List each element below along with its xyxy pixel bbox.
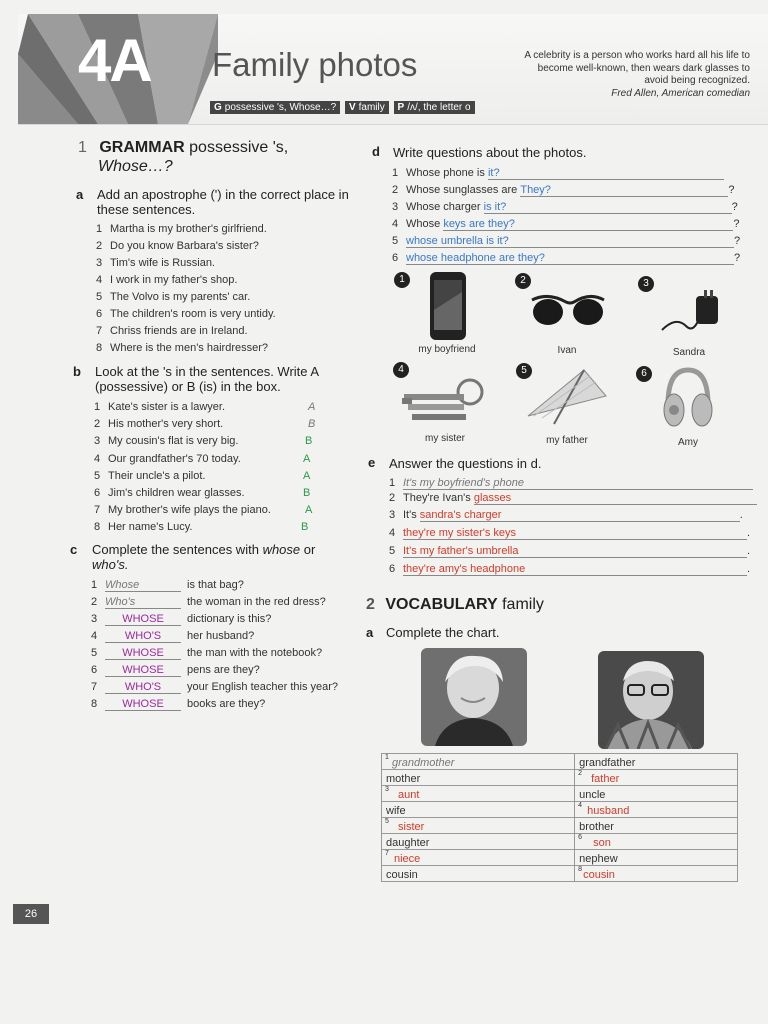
keys-icon xyxy=(398,372,494,432)
exercise-letter: e xyxy=(368,455,376,470)
chart-cell[interactable]: 4 husband xyxy=(575,802,738,818)
list-item: 8 Where is the men's hairdresser? xyxy=(96,342,268,354)
list-item: 1 Whose is that bag? xyxy=(91,579,244,591)
answer-box[interactable]: A xyxy=(308,401,316,413)
list-item: 5 Their uncle's a pilot. xyxy=(94,470,206,482)
answer-box[interactable]: A xyxy=(303,453,311,465)
list-item: 3 Tim's wife is Russian. xyxy=(96,257,215,269)
list-item: 5 The Volvo is my parents' car. xyxy=(96,291,251,303)
sunglasses-icon xyxy=(528,282,608,338)
headphones-icon xyxy=(660,364,716,434)
list-item: 4 WHO'S her husband? xyxy=(91,630,255,642)
list-item: 1 Martha is my brother's girlfriend. xyxy=(96,223,267,235)
chart-cell[interactable]: 5 sister xyxy=(382,818,575,834)
exercise-letter: d xyxy=(372,144,380,159)
answer-box[interactable]: B xyxy=(303,487,311,499)
chart-cell: daughter xyxy=(382,834,575,850)
list-item: 4 I work in my father's shop. xyxy=(96,274,238,286)
photo-number: 3 xyxy=(638,276,654,292)
list-item: 4 Whose keys are they? ? xyxy=(392,218,740,230)
list-item: 3 My cousin's flat is very big. xyxy=(94,435,239,447)
topic-tags xyxy=(210,101,477,114)
tag-pronunciation: P /ʌ/, the letter o xyxy=(394,101,475,114)
chart-cell: brother xyxy=(575,818,738,834)
answer-box[interactable]: B xyxy=(308,418,316,430)
chart-cell: wife xyxy=(382,802,575,818)
phone-icon xyxy=(424,270,472,342)
answer-box[interactable]: A xyxy=(303,470,311,482)
photo-caption: my boyfriend xyxy=(418,344,476,355)
list-item: 6 Jim's children wear glasses. xyxy=(94,487,245,499)
table-row xyxy=(382,754,738,770)
chart-cell[interactable]: 6 son xyxy=(575,834,738,850)
chart-cell[interactable]: 3 aunt xyxy=(382,786,575,802)
list-item: 8 WHOSE books are they? xyxy=(91,698,266,710)
photo-caption: my father xyxy=(546,435,588,446)
table-row xyxy=(382,802,738,818)
chart-cell: cousin xyxy=(382,866,575,882)
table-row xyxy=(382,770,738,786)
answer-box[interactable]: B xyxy=(305,435,313,447)
instruction-1b: Look at the 's in the sentences. Write A (possessive) or B (is) in the box. xyxy=(95,364,319,394)
chart-cell[interactable]: 7 niece xyxy=(382,850,575,866)
grammar-heading: 1 GRAMMAR possessive 's, xyxy=(78,139,289,156)
list-item: 7 WHO'S your English teacher this year? xyxy=(91,681,339,693)
list-item: 2 Who's the woman in the red dress? xyxy=(91,596,326,608)
list-item: 6 whose headphone are they? ? xyxy=(392,252,741,264)
list-item: 2 Do you know Barbara's sister? xyxy=(96,240,259,252)
answer-box[interactable]: A xyxy=(305,504,313,516)
instruction-1d: Write questions about the photos. xyxy=(393,145,587,160)
list-item: 5 It's my father's umbrella . xyxy=(389,545,751,557)
list-item: 5 whose umbrella is it? ? xyxy=(392,235,741,247)
list-item: 1 Kate's sister is a lawyer. xyxy=(94,401,226,413)
chart-cell[interactable]: 8 cousin xyxy=(575,866,738,882)
grammar-heading-line2: Whose…? xyxy=(98,158,173,175)
tag-vocabulary: V family xyxy=(345,101,389,114)
chart-cell: grandfather xyxy=(575,754,738,770)
list-item: 6 The children's room is very untidy. xyxy=(96,308,276,320)
grandmother-photo xyxy=(421,648,527,746)
list-item: 3 It's sandra's charger . xyxy=(389,509,743,521)
photo-caption: Sandra xyxy=(672,347,706,358)
tag-grammar: G possessive 's, Whose…? xyxy=(210,101,340,114)
chart-cell[interactable]: 1 grandmother xyxy=(382,754,575,770)
list-item: 2 Whose sunglasses are They? ? xyxy=(392,184,735,196)
instruction-1a: Add an apostrophe (') in the correct place in these sentences. xyxy=(97,187,349,217)
exercise-letter: c xyxy=(70,542,78,557)
table-row xyxy=(382,850,738,866)
page-title: Family photos xyxy=(212,46,418,83)
list-item: 3 WHOSE dictionary is this? xyxy=(91,613,272,625)
quote-block xyxy=(520,50,750,100)
exercise-letter: a xyxy=(366,625,374,640)
list-item: 1 It's my boyfriend's phone xyxy=(389,477,753,490)
photo-caption: Ivan xyxy=(557,345,577,356)
list-item: 7 Chriss friends are in Ireland. xyxy=(96,325,248,337)
table-row xyxy=(382,866,738,882)
umbrella-icon xyxy=(524,366,610,430)
quote-text: A celebrity is a person who works hard all his life to become well-known, then wears dark glasses to avoid being recognized. xyxy=(524,50,750,86)
list-item: 5 WHOSE the man with the notebook? xyxy=(91,647,323,659)
list-item: 6 WHOSE pens are they? xyxy=(91,664,260,676)
instruction-2a: Complete the chart. xyxy=(386,625,500,640)
list-item: 4 Our grandfather's 70 today. xyxy=(94,453,241,465)
chart-cell: nephew xyxy=(575,850,738,866)
list-item: 8 Her name's Lucy. xyxy=(94,521,193,533)
exercise-letter: a xyxy=(76,187,84,202)
family-chart xyxy=(381,753,738,882)
chart-cell: mother xyxy=(382,770,575,786)
exercise-letter: b xyxy=(73,364,81,379)
instruction-1c: Complete the sentences with whose or who's. xyxy=(92,542,316,572)
list-item: 4 they're my sister's keys . xyxy=(389,527,751,539)
list-item: 1 Whose phone is it? xyxy=(392,167,724,180)
vocabulary-heading: 2 VOCABULARY family xyxy=(366,596,544,613)
unit-number: 4A xyxy=(78,27,151,94)
list-item: 2 His mother's very short. xyxy=(94,418,224,430)
grandfather-photo xyxy=(598,651,704,749)
table-row xyxy=(382,818,738,834)
answer-box[interactable]: B xyxy=(301,521,309,533)
photo-number: 4 xyxy=(393,362,409,378)
list-item: 7 My brother's wife plays the piano. xyxy=(94,504,271,516)
chart-cell: uncle xyxy=(575,786,738,802)
list-item: 3 Whose charger is it? ? xyxy=(392,201,738,213)
table-row xyxy=(382,786,738,802)
photo-number: 6 xyxy=(636,366,652,382)
photo-caption: my sister xyxy=(425,433,465,444)
chart-cell[interactable]: 2 father xyxy=(575,770,738,786)
charger-icon xyxy=(656,286,726,338)
photo-number: 5 xyxy=(516,363,532,379)
quote-author: Fred Allen, American comedian xyxy=(611,87,750,99)
photo-number: 1 xyxy=(394,272,410,288)
photo-caption: Amy xyxy=(678,437,698,448)
page-number: 26 xyxy=(13,904,49,924)
table-row xyxy=(382,834,738,850)
list-item: 6 they're amy's headphone . xyxy=(389,563,751,575)
list-item: 2 They're Ivan's glasses xyxy=(389,492,757,505)
photo-number: 2 xyxy=(515,273,531,289)
instruction-1e: Answer the questions in d. xyxy=(389,456,542,471)
